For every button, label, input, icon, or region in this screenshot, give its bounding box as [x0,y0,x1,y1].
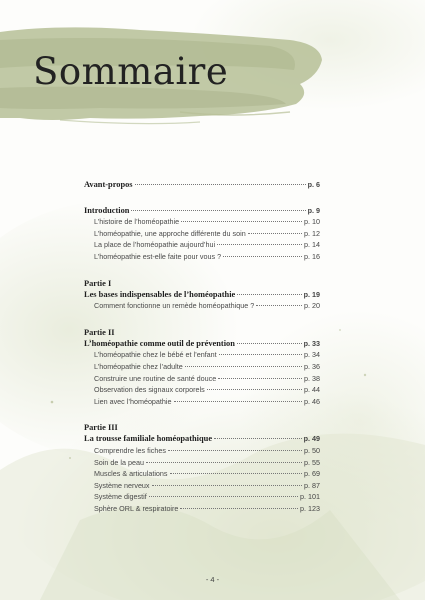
toc-entry-label: Muscles & articulations [94,469,168,479]
toc-section-entry[interactable] [84,504,320,516]
toc-entry-label: Avant-propos [84,180,133,189]
toc-entry-label: Système digestif [94,492,147,502]
toc-spacer [84,313,320,327]
toc-dot-leader [131,210,305,211]
toc-section-entry[interactable] [84,492,320,504]
toc-page-number: p. 9 [307,205,320,215]
toc-dot-leader [170,473,303,474]
toc-entry-label: L’homéopathie chez le bébé et l’enfant [94,350,217,360]
toc-spacer [84,192,320,206]
toc-entry-label: L’histoire de l’homéopathie [94,217,180,227]
toc-entry-label: Introduction [84,205,130,215]
toc-chapter-entry[interactable] [84,434,320,446]
toc-page-number: p. 49 [303,434,320,444]
toc-chapter-entry[interactable] [84,290,320,302]
toc-section-entry[interactable] [84,481,320,493]
toc-section-entry[interactable] [84,217,320,229]
toc-part-label: Partie II [84,327,115,337]
toc-section-entry[interactable] [84,252,320,264]
toc-section-entry[interactable] [84,397,320,409]
toc-page-number: p. 16 [304,251,320,261]
toc-chapter-entry[interactable] [84,339,320,351]
toc-spacer [84,408,320,422]
toc-dot-leader [237,294,301,295]
toc-section-entry[interactable] [84,374,320,386]
table-of-contents [84,180,320,515]
toc-dot-leader [152,485,302,486]
toc-page-number: p. 123 [300,503,320,513]
toc-page-number: p. 101 [300,492,320,502]
toc-entry-label: Comment fonctionne un remède homéopathique ? [94,301,255,311]
toc-page-number: p. 33 [303,338,320,348]
toc-chapter-entry[interactable] [84,206,320,218]
toc-entry-label: Observation des signaux corporels [94,385,205,395]
toc-page-number: p. 38 [304,373,320,383]
toc-page-number: p. 36 [304,361,320,371]
toc-spacer [84,264,320,278]
toc-page-number: p. 34 [304,350,320,360]
toc-entry-label: L’homéopathie est-elle faite pour vous ? [94,251,222,261]
toc-part-label: Partie III [84,423,118,433]
toc-dot-leader [207,389,302,390]
toc-dot-leader [218,378,302,379]
toc-dot-leader [135,184,306,185]
toc-page-number: p. 50 [304,445,320,455]
toc-entry-label: La place de l’homéopathie aujourd’hui [94,240,216,250]
toc-entry-label: La trousse familiale homéopathique [84,434,213,444]
toc-entry-label: Construire une routine de santé douce [94,373,217,383]
toc-dot-leader [181,221,302,222]
toc-dot-leader [214,438,302,439]
toc-section-entry[interactable] [84,229,320,241]
toc-page-number: p. 46 [304,396,320,406]
toc-entry-label: Comprendre les fiches [94,445,166,455]
toc-dot-leader [248,233,302,234]
toc-section-entry[interactable] [84,240,320,252]
toc-section-entry[interactable] [84,458,320,470]
toc-page-number: p. 69 [304,469,320,479]
toc-dot-leader [237,343,302,344]
toc-chapter-entry[interactable] [84,180,320,192]
toc-dot-leader [168,450,302,451]
toc-section-entry[interactable] [84,469,320,481]
toc-page-number: p. 44 [304,385,320,395]
toc-entry-label: Soin de la peau [94,457,144,467]
toc-dot-leader [185,366,302,367]
toc-entry-label: Système nerveux [94,480,150,490]
toc-section-entry[interactable] [84,385,320,397]
page-title: Sommaire [33,50,229,93]
toc-page-number: p. 10 [304,217,320,227]
page-number: - 4 - [205,575,220,584]
toc-dot-leader [223,256,302,257]
toc-part-label: Partie I [84,278,112,288]
toc-entry-label: Sphère ORL & respiratoire [94,503,179,513]
toc-section-entry[interactable] [84,350,320,362]
toc-page-number: p. 12 [304,228,320,238]
toc-entry-label: L’homéopathie, une approche différente du soin [94,228,246,238]
toc-page-number: p. 6 [307,180,320,189]
toc-section-entry[interactable] [84,446,320,458]
toc-dot-leader [180,508,298,509]
toc-page-number: p. 87 [304,480,320,490]
toc-page-number: p. 20 [304,301,320,311]
toc-dot-leader [219,354,302,355]
toc-page-number: p. 19 [303,289,320,299]
toc-dot-leader [146,462,302,463]
toc-section-entry[interactable] [84,301,320,313]
toc-section-entry[interactable] [84,362,320,374]
toc-dot-leader [217,244,302,245]
toc-entry-label: Lien avec l’homéopathie [94,396,172,406]
toc-dot-leader [149,496,298,497]
toc-entry-label: L’homéopathie comme outil de prévention [84,338,235,348]
toc-entry-label: Les bases indispensables de l’homéopathie [84,289,236,299]
toc-entry-label: L’homéopathie chez l’adulte [94,361,183,371]
toc-page-number: p. 14 [304,240,320,250]
toc-page-number: p. 55 [304,457,320,467]
toc-dot-leader [256,305,302,306]
toc-dot-leader [174,401,302,402]
